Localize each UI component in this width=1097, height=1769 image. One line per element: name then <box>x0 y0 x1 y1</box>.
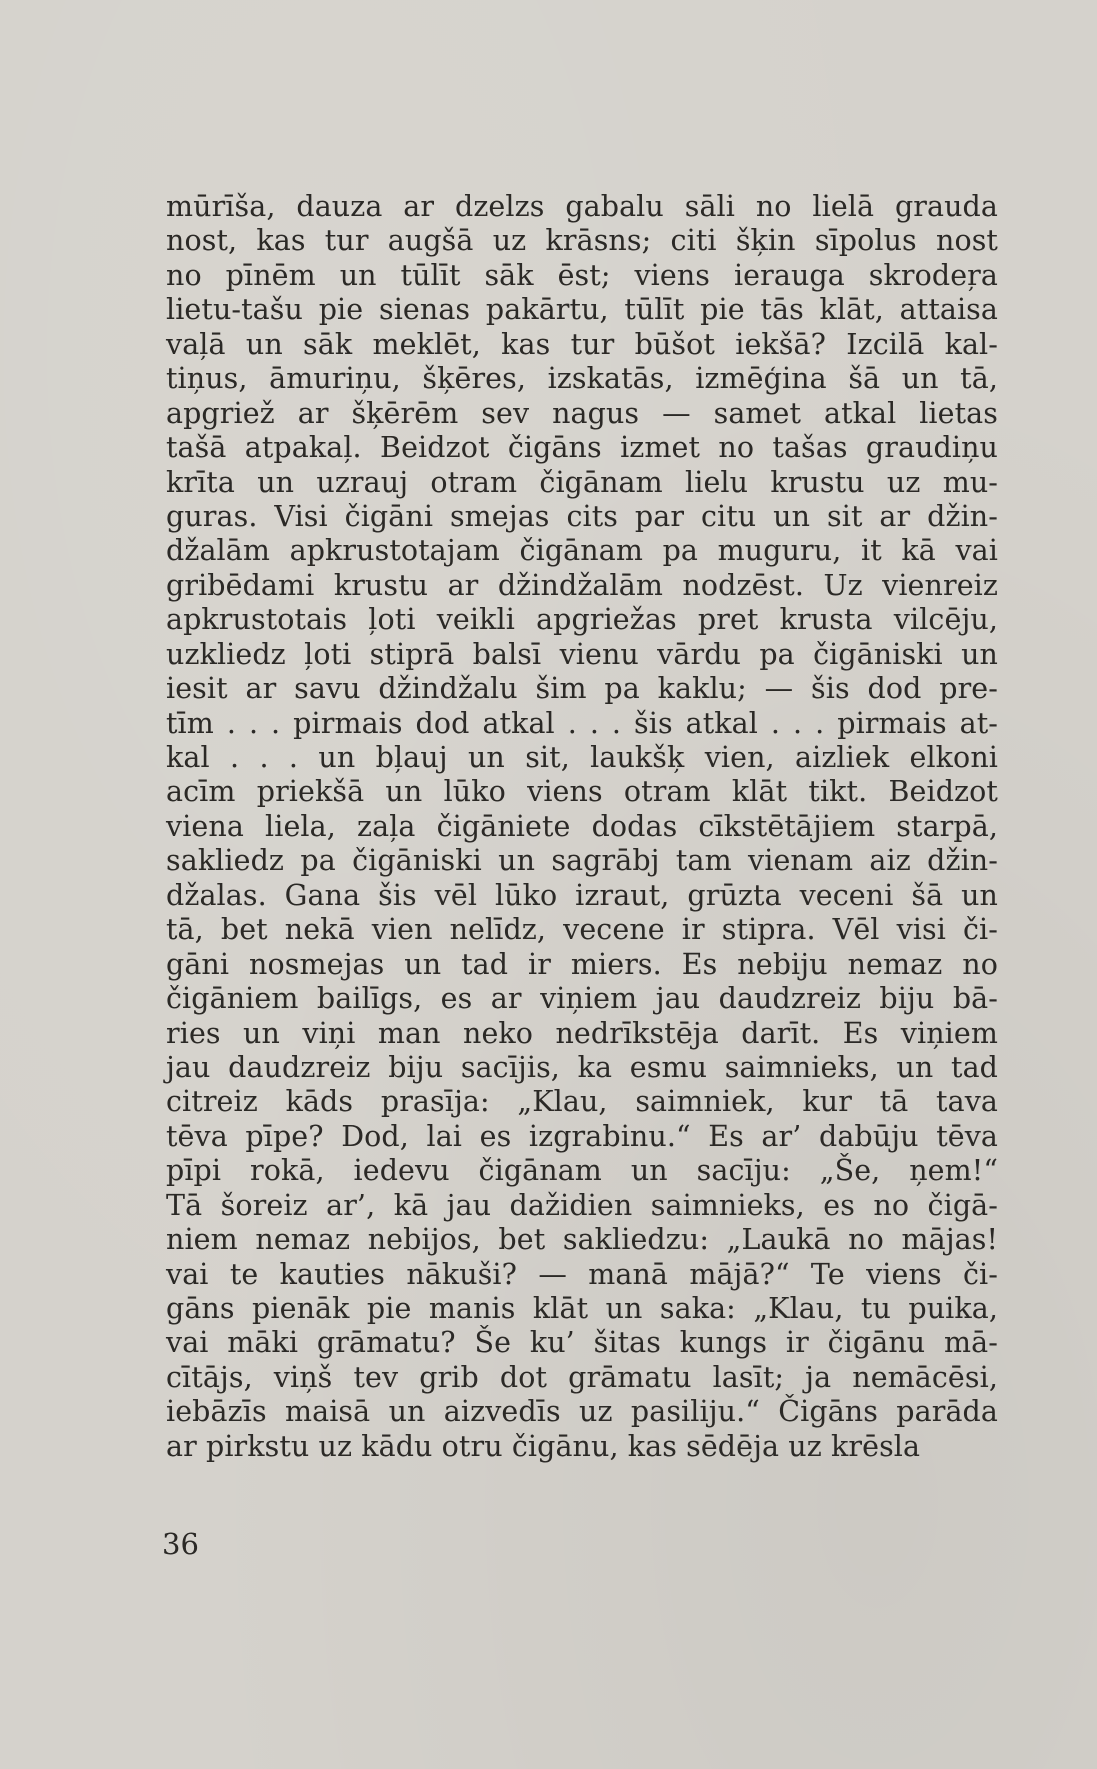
text-line: tašā atpakaļ. Beidzot čigāns izmet no tašas graudiņu <box>166 431 998 465</box>
text-line: lietu-tašu pie sienas pakārtu, tūlīt pie tās klāt, attaisa <box>166 293 998 327</box>
text-line: ar pirkstu uz kādu otru čigānu, kas sēdēja uz krēsla <box>166 1429 921 1463</box>
text-line: niem nemaz nebijos, bet sakliedzu: „Laukā no mājas! <box>166 1223 998 1257</box>
text-line: kal . . . un bļauj un sit, laukšķ vien, aizliek elkoni <box>166 741 998 774</box>
text-line: tā, bet nekā vien nelīdz, vecene ir stipra. Vēl visi či- <box>166 913 998 947</box>
page-number: 36 <box>162 1527 199 1561</box>
text-line: iebāzīs maisā un aizvedīs uz pasiliju.“ Čigāns parāda <box>166 1395 998 1429</box>
text-line: pīpi rokā, iedevu čigānam un sacīju: „Še, ņem!“ <box>166 1154 998 1188</box>
text-line: uzkliedz ļoti stiprā balsī vienu vārdu pa čigāniski un <box>166 637 998 671</box>
text-line: vai te kauties nākuši? — manā mājā?“ Te viens či- <box>166 1257 998 1291</box>
text-line: gāni nosmejas un tad ir miers. Es nebiju nemaz no <box>166 947 998 981</box>
text-line: apkrustotais ļoti veikli apgriežas pret krusta vilcēju, <box>166 603 998 637</box>
text-line: iesit ar savu džindžalu šim pa kaklu; — šis dod pre- <box>166 672 998 706</box>
text-line: acīm priekšā un lūko viens otram klāt tikt. Beidzot <box>166 775 998 809</box>
text-line: vai māki grāmatu? Še ku’ šitas kungs ir čigānu mā- <box>166 1326 998 1360</box>
text-line: sakliedz pa čigāniski un sagrābj tam vienam aiz džin- <box>166 844 998 878</box>
text-line: krīta un uzrauj otram čigānam lielu krustu uz mu- <box>166 465 998 499</box>
text-line: gribēdami krustu ar džindžalām nodzēst. Uz vienreiz <box>166 568 998 602</box>
text-line: jau daudzreiz biju sacījis, ka esmu saimnieks, un tad <box>166 1050 998 1084</box>
text-line: ries un viņi man neko nedrīkstēja darīt. Es viņiem <box>166 1016 998 1050</box>
text-line: tīm . . . pirmais dod atkal . . . šis atkal . . . pirmais at- <box>166 706 998 740</box>
text-line: no pīnēm un tūlīt sāk ēst; viens ierauga skrodeŗa <box>166 258 998 292</box>
text-line: viena liela, zaļa čigāniete dodas cīkstētājiem starpā, <box>166 809 998 843</box>
text-line: tēva pīpe? Dod, lai es izgrabinu.“ Es ar’ dabūju tēva <box>166 1119 998 1153</box>
body-text <box>166 190 998 1464</box>
text-line: apgriež ar šķērēm sev nagus — samet atkal lietas <box>166 396 998 430</box>
text-line: čigāniem bailīgs, es ar viņiem jau daudzreiz biju bā- <box>166 982 998 1016</box>
text-line: cītājs, viņš tev grib dot grāmatu lasīt; ja nemācēsi, <box>166 1360 998 1394</box>
text-line: vaļā un sāk meklēt, kas tur būšot iekšā? Izcilā kal- <box>166 327 998 361</box>
text-line: citreiz kāds prasīja: „Klau, saimniek, kur tā tava <box>166 1085 998 1119</box>
text-line: tiņus, āmuriņu, šķēres, izskatās, izmēģina šā un tā, <box>166 362 998 396</box>
text-line: mūrīša, dauza ar dzelzs gabalu sāli no lielā grauda <box>166 190 998 223</box>
text-line: gāns pienāk pie manis klāt un saka: „Klau, tu puika, <box>166 1292 998 1325</box>
text-line: džalām apkrustotajam čigānam pa muguru, it kā vai <box>166 534 998 568</box>
text-line: Tā šoreiz ar’, kā jau dažidien saimnieks, es no čigā- <box>166 1188 998 1222</box>
text-line: nost, kas tur augšā uz krāsns; citi šķin sīpolus nost <box>166 224 998 258</box>
text-line: guras. Visi čigāni smejas cits par citu un sit ar džin- <box>166 499 998 533</box>
text-line: džalas. Gana šis vēl lūko izraut, grūzta veceni šā un <box>166 878 998 912</box>
